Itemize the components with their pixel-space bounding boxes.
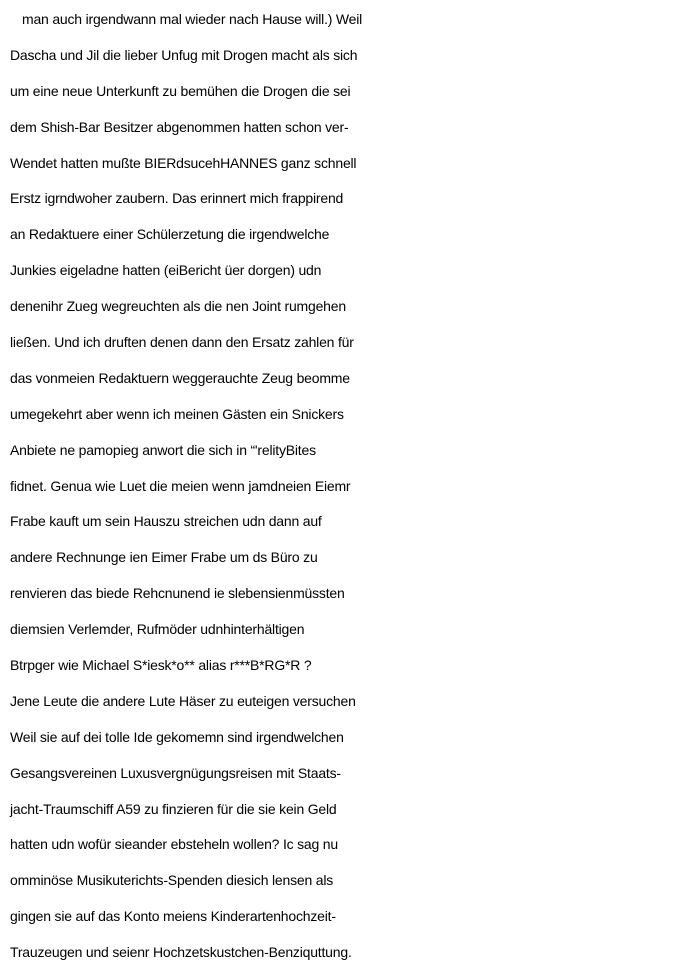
- text-line: fidnet. Genua wie Luet die meien wenn jamdneien Eiemr: [10, 477, 351, 494]
- text-line: renvieren das biede Rehcnunend ie slebensienmüssten: [10, 585, 345, 602]
- text-line: jacht-Traumschiff A59 zu finzieren für die sie kein Geld: [10, 800, 337, 817]
- text-line: das vonmeien Redaktuern weggerauchte Zeug beomme: [10, 369, 350, 386]
- text-line: Jene Leute die andere Lute Häser zu euteigen versuchen: [10, 692, 356, 709]
- text-line: um eine neue Unterkunft zu bemühen die Drogen die sei: [10, 82, 351, 99]
- body-text: [10, 2, 682, 971]
- text-line: Weil sie auf dei tolle Ide gekomemn sind irgendwelchen: [10, 728, 344, 745]
- text-line: ließen. Und ich druften denen dann den Ersatz zahlen für: [10, 334, 354, 351]
- text-line: Erstz igrndwoher zaubern. Das erinnert mich frappirend: [10, 190, 344, 207]
- text-line: Trauzeugen und seienr Hochzetskustchen-Benziquttung.: [10, 944, 352, 961]
- text-line: Frabe kauft um sein Hauszu streichen udn dann auf: [10, 513, 322, 530]
- text-line: Junkies eigeladne hatten (eiBericht üer dorgen) udn: [10, 262, 322, 279]
- text-line: an Redaktuere einer Schülerzetung die irgendwelche: [10, 226, 330, 243]
- text-line: umegekehrt aber wenn ich meinen Gästen ein Snickers: [10, 405, 344, 422]
- text-line: hatten udn wofür sieander ebsteheln wollen? Ic sag nu: [10, 836, 338, 853]
- text-line: Btrpger wie Michael S*iesk*o** alias r***B*RG*R ?: [10, 657, 312, 674]
- text-line: denenihr Zueg wegreuchten als die nen Joint rumgehen: [10, 298, 346, 315]
- text-line: dem Shish-Bar Besitzer abgenommen hatten schon ver-: [10, 118, 349, 135]
- text-line: Wendet hatten mußte BIERdsucehHANNES ganz schnell: [10, 154, 357, 171]
- text-line: diemsien Verlemder, Rufmöder udnhinterhältigen: [10, 621, 305, 638]
- text-line: Anbiete ne pamopieg anwort die sich in “'relityBites: [10, 441, 316, 458]
- text-line: andere Rechnunge ien Eimer Frabe um ds Büro zu: [10, 549, 318, 566]
- text-line: Gesangsvereinen Luxusvergnügungsreisen mit Staats-: [10, 764, 341, 781]
- text-line: man auch irgendwann mal wieder nach Hause will.) Weil: [22, 11, 363, 27]
- text-line: Dascha und Jil die lieber Unfug mit Drogen macht als sich: [10, 46, 358, 63]
- text-line: omminöse Musikuterichts-Spenden diesich lensen als: [10, 872, 334, 889]
- text-line: gingen sie auf das Konto meiens Kinderartenhochzeit-: [10, 908, 336, 925]
